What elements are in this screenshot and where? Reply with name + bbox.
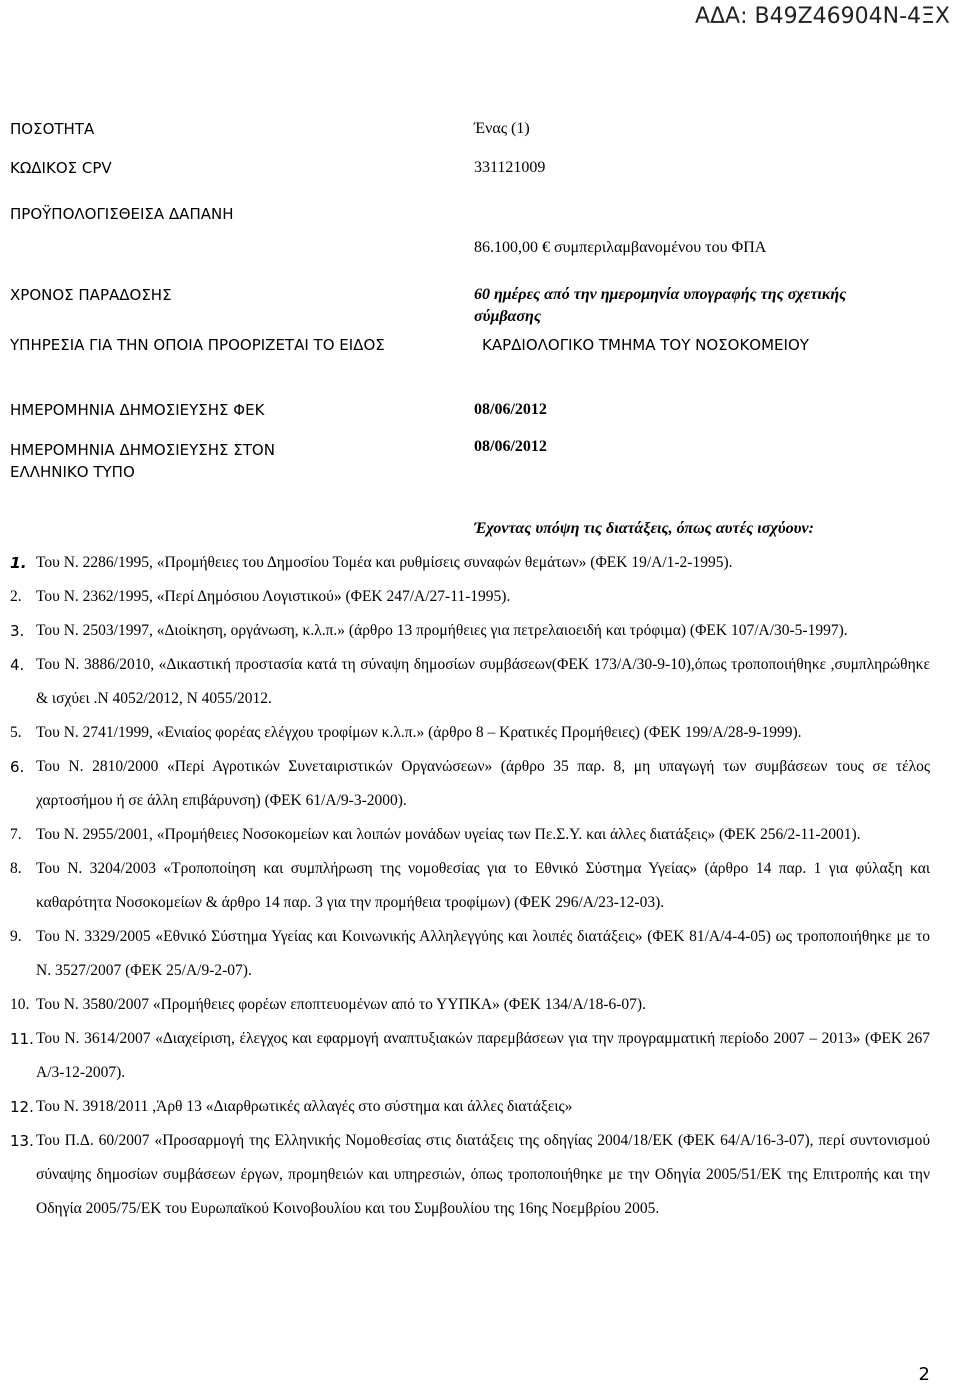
- field-label-service: ΥΠΗΡΕΣΙΑ ΓΙΑ ΤΗΝ ΟΠΟΙΑ ΠΡΟΟΡΙΖΕΤΑΙ ΤΟ ΕΙΔΟΣ: [10, 336, 385, 354]
- legal-basis-heading: Έχοντας υπόψη τις διατάξεις, όπως αυτές ισχύουν:: [474, 520, 814, 537]
- field-value-press-date: 08/06/2012: [474, 438, 547, 455]
- list-item: [10, 546, 930, 580]
- item-text: Του Ν. 2955/2001, «Προμήθειες Νοσοκομείων και λοιπών μονάδων υγείας των Πε.Σ.Υ. και άλλες διατάξεις» (ΦΕΚ 256/2-11-2001).: [36, 826, 861, 843]
- item-number: 13.: [10, 1132, 34, 1150]
- legal-basis-list: [10, 546, 930, 1226]
- item-text: Του Ν. 2503/1997, «Διοίκηση, οργάνωση, κ.λ.π.» (άρθρο 13 προμήθειες για πετρελαιοειδή και τρόφιμα) (ΦΕΚ 107/Α/30-5-1997).: [36, 622, 848, 639]
- list-item: [10, 1090, 930, 1124]
- field-label-delivery-time: ΧΡΟΝΟΣ ΠΑΡΑΔΟΣΗΣ: [10, 286, 172, 304]
- document-code: ΑΔΑ: Β49Ζ46904Ν-4ΞΧ: [694, 4, 950, 29]
- item-number: 4.: [10, 656, 25, 674]
- field-value-service: ΚΑΡΔΙΟΛΟΓΙΚΟ ΤΜΗΜΑ ΤΟΥ ΝΟΣΟΚΟΜΕΙΟΥ: [482, 336, 809, 354]
- field-label-cpv: ΚΩΔΙΚΟΣ CPV: [10, 159, 112, 177]
- item-text: Του Ν. 3204/2003 «Τροποποίηση και συμπλήρωση της νομοθεσίας για το Εθνικό Σύστημα Υγείας» (άρθρο 14 παρ. 1 για φύλαξη και καθαρότητα Νοσοκομείων & άρθρο 14 παρ. 3 για την προμήθεια τροφίμων) (ΦΕΚ 296/Α/23-12-03).: [36, 860, 930, 911]
- list-item: [10, 750, 930, 818]
- field-label-press-date: ΗΜΕΡΟΜΗΝΙΑ ΔΗΜΟΣΙΕΥΣΗΣ ΣΤΟΝ ΕΛΛΗΝΙΚΟ ΤΥΠΟ: [10, 441, 275, 481]
- field-value-delivery-time: 60 ημέρες από την ημερομηνία υπογραφής της σχετικής σύμβασης: [474, 286, 847, 325]
- field-label-budget: ΠΡΟΫΠΟΛΟΓΙΣΘΕΙΣΑ ΔΑΠΑΝΗ: [10, 205, 234, 223]
- list-item: [10, 852, 930, 920]
- item-number: 1.: [10, 554, 27, 572]
- item-text: Του Ν. 3580/2007 «Προμήθειες φορέων εποπτευομένων από το ΥΥΠΚΑ» (ΦΕΚ 134/Α/18-6-07).: [36, 996, 646, 1013]
- item-number: 2.: [10, 588, 22, 605]
- list-item: [10, 614, 930, 648]
- item-text: Του Ν. 2286/1995, «Προμήθειες του Δημοσίου Τομέα και ρυθμίσεις συναφών θεμάτων» (ΦΕΚ 19/Α/1-2-1995).: [36, 554, 733, 571]
- item-number: 8.: [10, 860, 22, 877]
- item-text: Του Ν. 2810/2000 «Περί Αγροτικών Συνεταιριστικών Οργανώσεων» (άρθρο 35 παρ. 8, μη υπαγωγή των συμβάσεων τους σε τέλος χαρτοσήμου ή σε άλλη επιβάρυνση) (ΦΕΚ 61/Α/9-3-2000).: [36, 758, 930, 809]
- list-item: [10, 920, 930, 988]
- list-item: [10, 1022, 930, 1090]
- item-text: Του Ν. 3329/2005 «Εθνικό Σύστημα Υγείας και Κοινωνικής Αλληλεγγύης και λοιπές διατάξεις» (ΦΕΚ 81/Α/4-4-05) ως τροποποιήθηκε με το Ν. 3527/2007 (ΦΕΚ 25/Α/9-2-07).: [36, 928, 930, 979]
- item-text: Του Ν. 3614/2007 «Διαχείριση, έλεγχος και εφαρμογή αναπτυξιακών παρεμβάσεων για την προγραμματική περίοδο 2007 – 2013» (ΦΕΚ 267 Α/3-12-2007).: [36, 1030, 930, 1081]
- field-label-fek-date: ΗΜΕΡΟΜΗΝΙΑ ΔΗΜΟΣΙΕΥΣΗΣ ΦΕΚ: [10, 401, 265, 419]
- list-item: [10, 648, 930, 716]
- item-text: Του Ν. 3886/2010, «Δικαστική προστασία κατά τη σύναψη δημοσίων συμβάσεων(ΦΕΚ 173/Α/30-9-10),όπως τροποποιήθηκε ,συμπληρώθηκε & ισχύει .Ν 4052/2012, Ν 4055/2012.: [36, 656, 930, 707]
- item-number: 5.: [10, 724, 22, 741]
- item-number: 10.: [10, 996, 30, 1013]
- item-number: 12.: [10, 1098, 34, 1116]
- field-label-quantity: ΠΟΣΟΤΗΤΑ: [10, 120, 95, 138]
- item-number: 9.: [10, 928, 22, 945]
- item-text: Του Π.Δ. 60/2007 «Προσαρμογή της Ελληνικής Νομοθεσίας στις διατάξεις της οδηγίας 2004/18/ΕΚ (ΦΕΚ 64/Α/16-3-07), περί συντονισμού σύναψης δημοσίων συμβάσεων έργων, προμηθειών και υπηρεσιών, όπως τροποποιήθηκε με την Οδηγία 2005/51/ΕΚ της Επιτροπής και την Οδηγία 2005/75/ΕΚ του Ευρωπαϊκού Κοινοβουλίου και του Συμβουλίου της 16ης Νοεμβρίου 2005.: [36, 1132, 930, 1217]
- list-item: [10, 580, 930, 614]
- item-text: Του Ν. 2741/1999, «Ενιαίος φορέας ελέγχου τροφίμων κ.λ.π.» (άρθρο 8 – Κρατικές Προμήθειες) (ΦΕΚ 199/Α/28-9-1999).: [36, 724, 802, 741]
- field-value-quantity: Ένας (1): [474, 120, 530, 137]
- item-text: Του Ν. 3918/2011 ,Άρθ 13 «Διαρθρωτικές αλλαγές στο σύστημα και άλλες διατάξεις»: [36, 1098, 573, 1115]
- list-item: [10, 818, 930, 852]
- field-value-budget: 86.100,00 € συμπεριλαμβανομένου του ΦΠΑ: [474, 239, 767, 256]
- field-value-fek-date: 08/06/2012: [474, 401, 547, 418]
- item-number: 11.: [10, 1030, 34, 1048]
- item-number: 7.: [10, 826, 22, 843]
- item-number: 3.: [10, 622, 25, 640]
- field-value-cpv: 331121009: [474, 159, 546, 176]
- list-item: [10, 716, 930, 750]
- list-item: [10, 1124, 930, 1226]
- list-item: [10, 988, 930, 1022]
- item-text: Του Ν. 2362/1995, «Περί Δημόσιου Λογιστικού» (ΦΕΚ 247/Α/27-11-1995).: [36, 588, 511, 605]
- page-number: 2: [918, 1364, 930, 1385]
- item-number: 6.: [10, 758, 25, 776]
